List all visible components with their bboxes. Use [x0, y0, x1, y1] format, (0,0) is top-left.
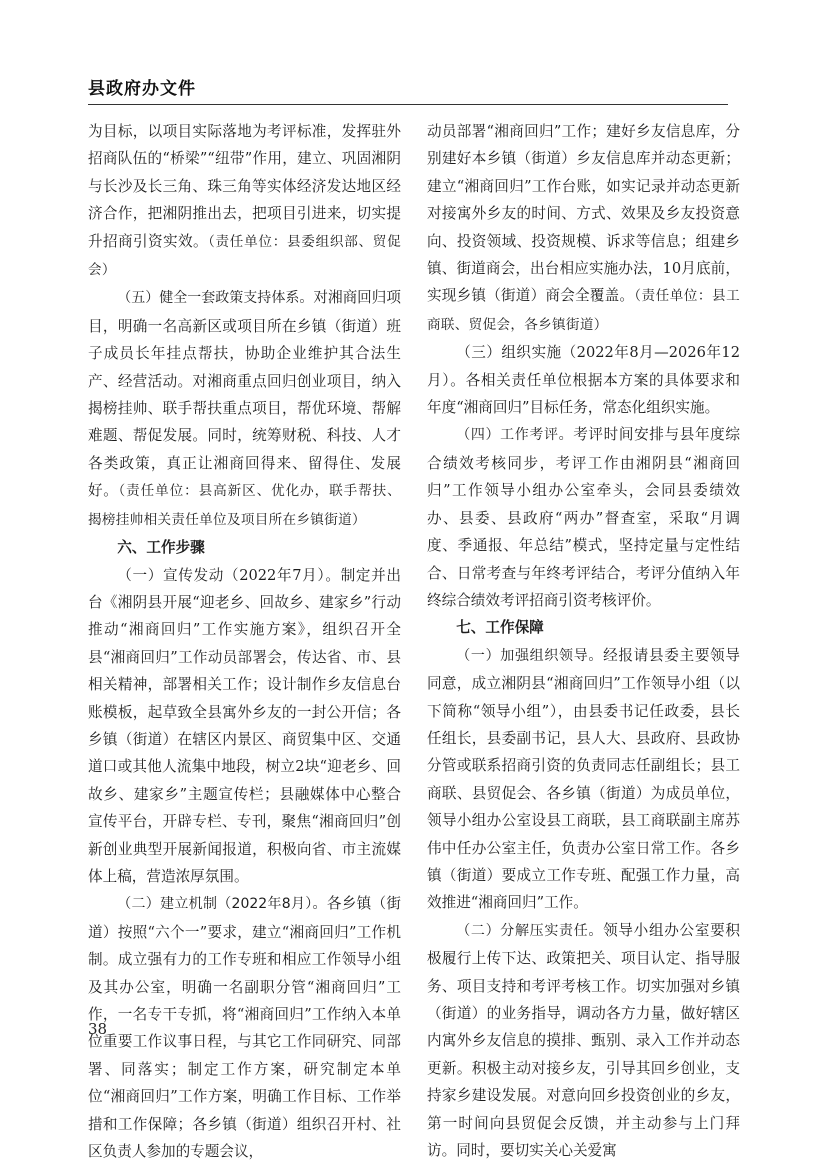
paragraph-text: 各乡镇（街道）按照“六个一”要求，建立“湘商回归”工作机制。成立强有力的工作专班和相应工作领导小组及其办公室，明确一名副职分管“湘商回归”工作，一名专干专抓，将“湘商回归”工作纳入本单位重要工作议事日程，与其它工作同研究、同部署、同落实；制定工作方案，研究制定本单位“湘商回归”工作方案，明确工作目标、工作举措和工作保障；各乡镇（街道）组织召开村、社区负责人参加的专题会议，	[88, 895, 401, 1161]
paragraph-title: （二）建立机制（2022年8月）。	[117, 896, 327, 913]
section-heading: 七、工作保障	[456, 619, 544, 637]
paragraph-title: （一）加强组织领导。	[456, 647, 604, 664]
running-header: 县政府办文件	[88, 79, 196, 99]
paragraph-text: 经报请县委主要领导同意，成立湘阴县“湘商回归”工作领导小组（以下简称“领导小组”），由县委书记任政委，县长任组长，县委副书记，县人大、县政府、县政协分管或联系招商引资的负责同志任副组长；县工商联、县贸促会、各乡镇（街道）为成员单位，领导小组办公室设县工商联，县工商联副主席苏伟中任办公室主任，负责办公室日常工作。各乡镇（街道）要成立工作专班、配强工作力量，高效推进“湘商回归”工作。	[427, 646, 740, 912]
page-number: 38	[88, 1020, 108, 1038]
paragraph-title: （五）健全一套政策支持体系。	[117, 290, 314, 307]
paragraph-title: （二）分解压实责任。	[456, 922, 604, 939]
paragraph-title: （一）宣传发动（2022年7月）。	[117, 566, 341, 584]
paragraph-text: 考评时间安排与县年度综合绩效考核同步，考评工作由湘阴县“湘商回归”工作领导小组办公室牵头，会同县委绩效办、县委、县政府“两办”督查室，采取“月调度、季通报、年总结”模式，坚持定量与定性结合、日常考查与年终考评结合，考评分值纳入年终综合绩效考评招商引资考核评价。	[427, 426, 740, 609]
paragraph	[427, 118, 740, 339]
paragraph	[427, 421, 740, 614]
paragraph	[427, 642, 740, 917]
paragraph	[88, 562, 401, 891]
paragraph-title: （四）工作考评。	[456, 427, 574, 444]
right-column	[427, 118, 740, 1164]
paragraph	[427, 917, 740, 1165]
paragraph-text: 制定并出台《湘阴县开展“迎老乡、回故乡、建家乡”行动推动“湘商回归”工作实施方案》，组织召开全县“湘商回归”工作动员部署会，传达省、市、县相关精神，部署相关工作；设计制作乡友信息台账模板，起草致全县寓外乡友的一封公开信；各乡镇（街道）在辖区内景区、商贸集中区、交通道口或其他人流集中地段，树立2块“迎老乡、回故乡、建家乡”主题宣传栏；县融媒体中心整合宣传平台，开辟专栏、专刊，聚焦“湘商回归”创新创业典型开展新闻报道，积极向省、市主流媒体上稿，营造浓厚氛围。	[88, 566, 401, 885]
paragraph	[88, 284, 401, 534]
section-heading: 六、工作步骤	[117, 539, 205, 557]
paragraph	[88, 890, 401, 1165]
responsibility-note: （责任单位：县高新区、优化办，联手帮扶、揭榜挂帅相关责任单位及项目所在乡镇街道）	[88, 483, 401, 528]
responsibility-note: （责任单位：县工商联、贸促会，各乡镇街道）	[427, 288, 740, 333]
paragraph-text: 领导小组办公室要积极履行上传下达、政策把关、项目认定、指导服务、项目支持和考评考核工作。切实加强对乡镇（街道）的业务指导，调动各方力量，做好辖区内寓外乡友信息的摸排、甄别、录入工作并动态更新。积极主动对接乡友，引导其回乡创业，支持家乡建设发展。对意向回乡投资创业的乡友，第一时间向县贸促会反馈，并主动参与上门拜访。同时，要切实关心关爱寓	[427, 921, 740, 1160]
paragraph-text: 各相关责任单位根据本方案的具体要求和年度“湘商回归”目标任务，常态化组织实施。	[427, 371, 740, 417]
paragraph	[88, 118, 401, 284]
header-divider	[88, 104, 728, 105]
paragraph-text: 动员部署“湘商回归”工作；建好乡友信息库，分别建好本乡镇（街道）乡友信息库并动态更新；建立“湘商回归”工作台账，如实记录并动态更新对接寓外乡友的时间、方式、效果及乡友投资意向、投资领域、投资规模、诉求等信息；组建乡镇、街道商会，出台相应实施办法，10月底前，实现乡镇（街道）商会全覆盖。	[427, 123, 740, 305]
responsibility-note: （责任单位：县委组织部、贸促会）	[88, 233, 401, 279]
paragraph-text: 对湘商回归项目，明确一名高新区或项目所在乡镇（街道）班子成员长年挂点帮扶，协助企业维护其合法生产、经营活动。对湘商重点回归创业项目，纳入揭榜挂帅、联手帮扶重点项目，帮优环境、帮解难题、帮促发展。同时，统筹财税、科技、人才各类政策，真正让湘商回得来、留得住、发展好。	[88, 289, 401, 500]
left-column	[88, 118, 401, 1165]
paragraph	[427, 339, 740, 421]
paragraph-text: 为目标，以项目实际落地为考评标准，发挥驻外招商队伍的“桥梁”“纽带”作用，建立、巩固湘阴与长沙及长三角、珠三角等实体经济发达地区经济合作，把湘阴推出去，把项目引进来，切实提升招商引资实效。	[88, 123, 401, 250]
paragraph-title: （三）组织实施（2022年8月—2026年12月）。	[427, 344, 740, 389]
